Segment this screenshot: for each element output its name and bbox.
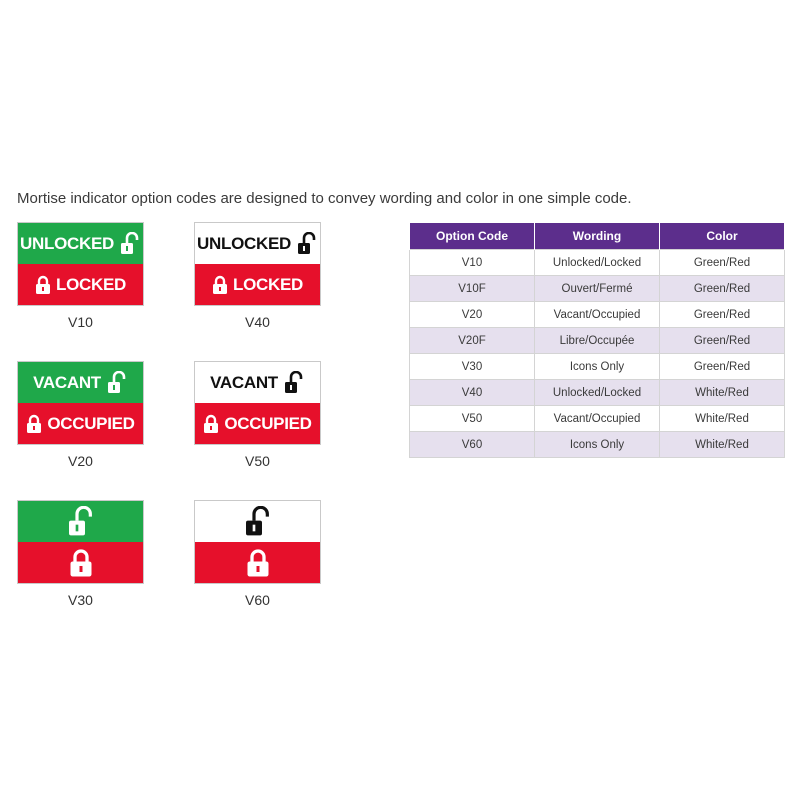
swatch-v30-label: V30	[68, 592, 93, 608]
unlocked-padlock-icon	[296, 232, 318, 256]
cell-color: White/Red	[660, 406, 785, 432]
table-row	[410, 432, 785, 458]
cell-wording: Libre/Occupée	[535, 328, 660, 354]
cell-option-code: V60	[410, 432, 535, 458]
swatch-v20	[17, 361, 144, 445]
cell-wording: Icons Only	[535, 354, 660, 380]
swatch-v20-bottom	[18, 403, 143, 444]
swatch-v10	[17, 222, 144, 306]
swatch-v40-top	[195, 223, 320, 264]
cell-wording: Unlocked/Locked	[535, 380, 660, 406]
unlocked-padlock-icon	[283, 371, 305, 395]
table-row	[410, 328, 785, 354]
cell-color: Green/Red	[660, 328, 785, 354]
unlocked-padlock-icon	[119, 232, 141, 256]
swatch-v50-label: V50	[245, 453, 270, 469]
table-row	[410, 354, 785, 380]
cell-color: Green/Red	[660, 354, 785, 380]
option-code-table	[409, 222, 785, 458]
cell-wording: Unlocked/Locked	[535, 250, 660, 276]
swatch-v60	[194, 500, 321, 584]
swatch-v10-bottom-text: LOCKED	[56, 274, 126, 294]
table-header-row	[410, 223, 785, 250]
header-option-code: Option Code	[410, 223, 535, 250]
swatch-v30	[17, 500, 144, 584]
cell-color: Green/Red	[660, 250, 785, 276]
cell-option-code: V10F	[410, 276, 535, 302]
swatch-v10-top	[18, 223, 143, 264]
locked-padlock-icon	[69, 548, 93, 578]
swatch-v60-bottom	[195, 542, 320, 583]
swatch-v50-top	[195, 362, 320, 403]
swatch-v10-top-text: UNLOCKED	[20, 233, 114, 253]
swatch-v30-bottom	[18, 542, 143, 583]
swatch-v10-label: V10	[68, 314, 93, 330]
swatch-v40-label: V40	[245, 314, 270, 330]
table-row	[410, 250, 785, 276]
cell-color: White/Red	[660, 380, 785, 406]
intro-text: Mortise indicator option codes are designed to convey wording and color in one simple code.	[17, 190, 632, 207]
swatch-v60-top	[195, 501, 320, 542]
header-wording: Wording	[535, 223, 660, 250]
header-color: Color	[660, 223, 785, 250]
swatch-v30-top	[18, 501, 143, 542]
swatch-v40-top-text: UNLOCKED	[197, 233, 291, 253]
swatch-v60-label: V60	[245, 592, 270, 608]
cell-option-code: V40	[410, 380, 535, 406]
swatch-v50	[194, 361, 321, 445]
cell-option-code: V30	[410, 354, 535, 380]
swatch-v50-bottom-text: OCCUPIED	[224, 413, 312, 433]
cell-color: White/Red	[660, 432, 785, 458]
swatch-v50-top-text: VACANT	[210, 372, 278, 392]
locked-padlock-icon	[35, 275, 51, 295]
locked-padlock-icon	[212, 275, 228, 295]
cell-wording: Ouvert/Fermé	[535, 276, 660, 302]
locked-padlock-icon	[246, 548, 270, 578]
table-row	[410, 276, 785, 302]
table-row	[410, 302, 785, 328]
swatch-v20-bottom-text: OCCUPIED	[47, 413, 135, 433]
swatch-v20-top	[18, 362, 143, 403]
cell-option-code: V10	[410, 250, 535, 276]
swatch-v20-top-text: VACANT	[33, 372, 101, 392]
cell-wording: Icons Only	[535, 432, 660, 458]
swatch-v40-bottom-text: LOCKED	[233, 274, 303, 294]
swatch-v40-bottom	[195, 264, 320, 305]
unlocked-padlock-icon	[65, 506, 97, 538]
unlocked-padlock-icon	[242, 506, 274, 538]
table-row	[410, 406, 785, 432]
cell-color: Green/Red	[660, 302, 785, 328]
cell-wording: Vacant/Occupied	[535, 302, 660, 328]
cell-option-code: V50	[410, 406, 535, 432]
locked-padlock-icon	[26, 414, 42, 434]
cell-wording: Vacant/Occupied	[535, 406, 660, 432]
swatch-v40	[194, 222, 321, 306]
swatch-v50-bottom	[195, 403, 320, 444]
cell-option-code: V20F	[410, 328, 535, 354]
locked-padlock-icon	[203, 414, 219, 434]
swatch-v10-bottom	[18, 264, 143, 305]
table-row	[410, 380, 785, 406]
swatch-v20-label: V20	[68, 453, 93, 469]
cell-color: Green/Red	[660, 276, 785, 302]
unlocked-padlock-icon	[106, 371, 128, 395]
cell-option-code: V20	[410, 302, 535, 328]
